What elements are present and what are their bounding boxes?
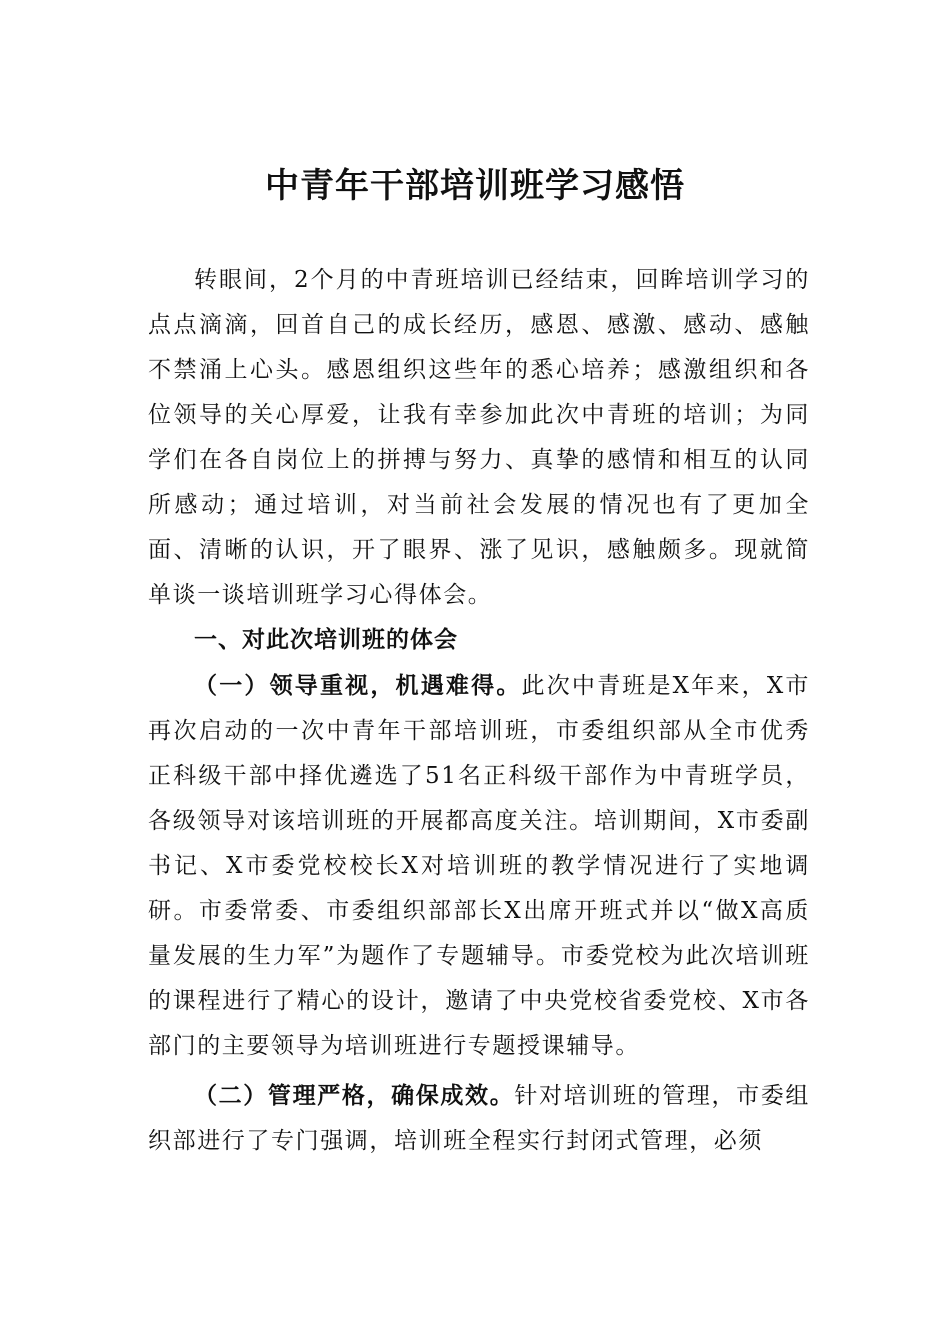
document-body — [148, 258, 810, 1164]
document-title: 中青年干部培训班学习感悟 — [265, 166, 685, 206]
section-heading-1: 一、对此次培训班的体会 — [194, 627, 458, 653]
intro-paragraph: 转眼间，2个月的中青班培训已经结束，回眸培训学习的点点滴滴，回首自己的成长经历，感恩、感激、感动、感触不禁涌上心头。感恩组织这些年的悉心培养；感激组织和各位领导的关心厚爱，让我有幸参加此次中青班的培训；为同学们在各自岗位上的拼搏与努力、真挚的感情和相互的认同所感动；通过培训，对当前社会发展的情况也有了更加全面、清晰的认识，开了眼界、涨了见识，感触颇多。现就简单谈一谈培训班学习心得体会。 — [148, 267, 810, 608]
point-lead-2: （二）管理严格，确保成效。 — [194, 1082, 515, 1109]
point-paragraph-1 — [148, 663, 810, 1069]
point-lead-1: （一）领导重视，机遇难得。 — [194, 672, 522, 699]
point-text-1: 此次中青班是X年来，X市再次启动的一次中青年干部培训班，市委组织部从全市优秀正科级干部中择优遴选了51名正科级干部作为中青班学员，各级领导对该培训班的开展都高度关注。培训期间，X市委副书记、X市委党校校长X对培训班的教学情况进行了实地调研。市委常委、市委组织部部长X出席开班式并以“做X高质量发展的生力军”为题作了专题辅导。市委党校为此次培训班的课程进行了精心的设计，邀请了中央党校省委党校、X市各部门的主要领导为培训班进行专题授课辅导。 — [148, 673, 810, 1059]
point-paragraph-2 — [148, 1073, 810, 1164]
point-text-2: 针对培训班的管理，市委组织部进行了专门强调，培训班全程实行封闭式管理，必须 — [148, 1083, 810, 1154]
